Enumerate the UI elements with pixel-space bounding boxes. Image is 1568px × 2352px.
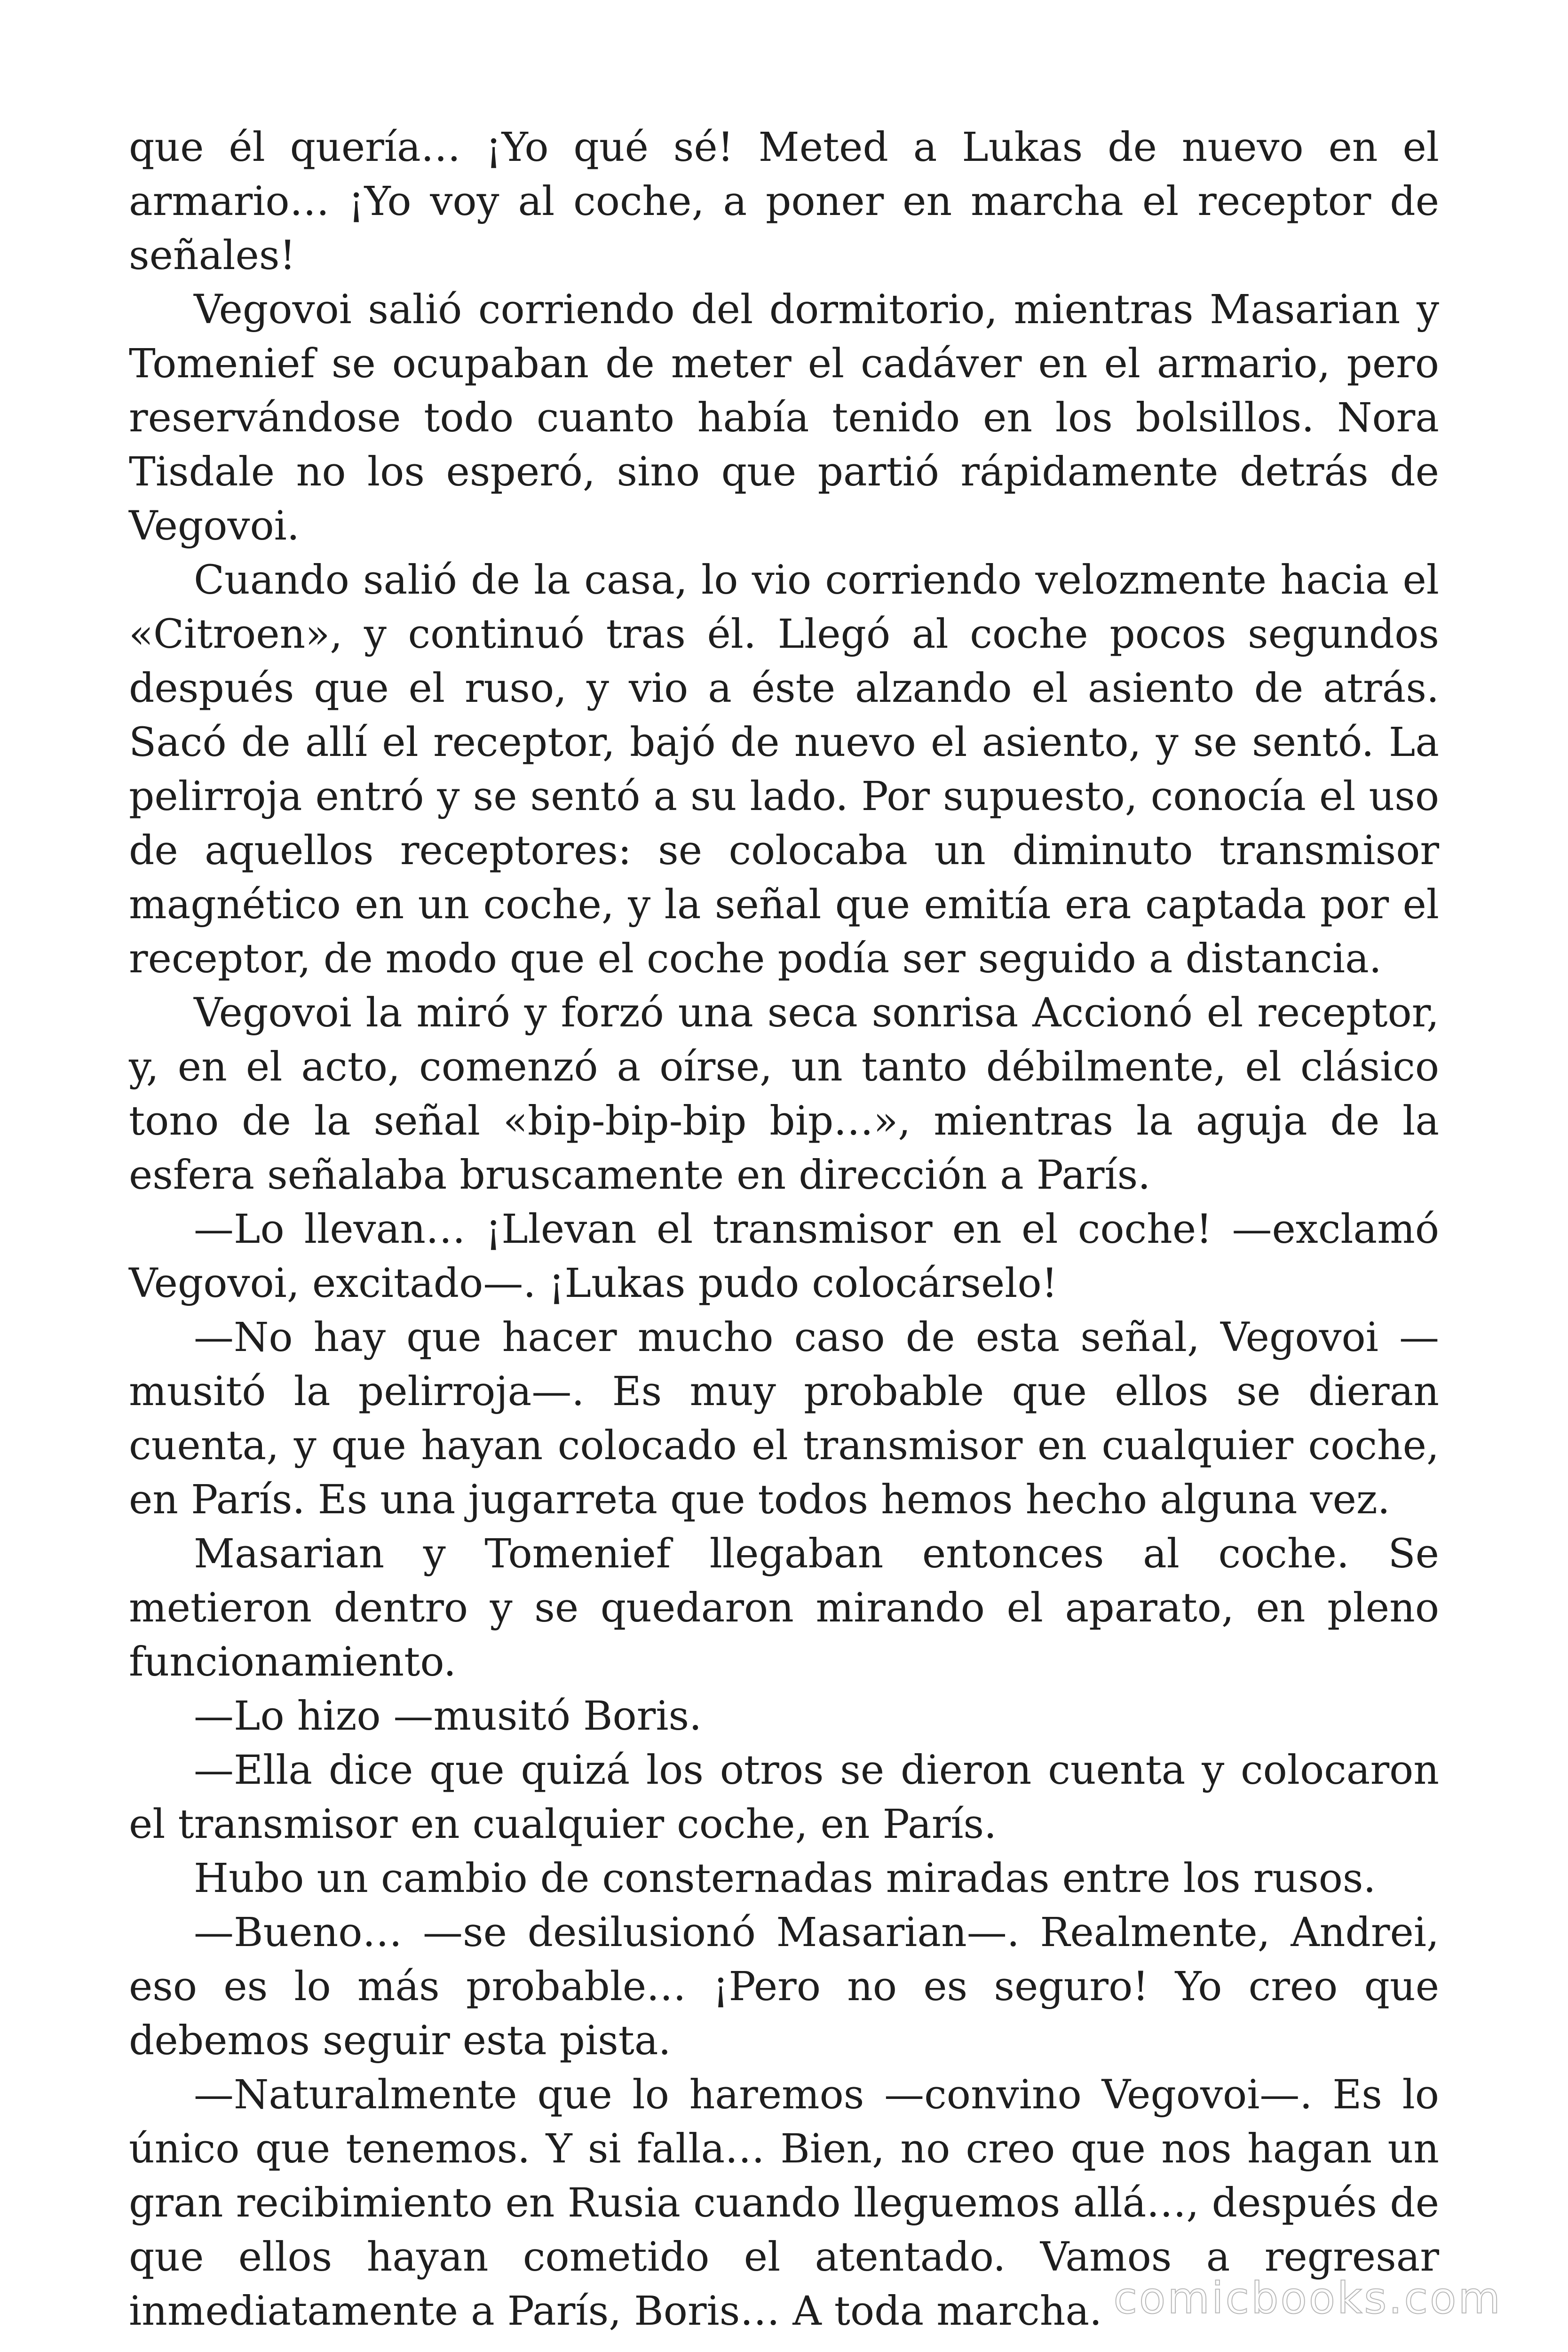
paragraph: Masarian y Tomenief llegaban entonces al coche. Se metieron dentro y se quedaron mirando el aparato, en pleno funcionamiento. [129, 1531, 1439, 1685]
paragraph: —Lo llevan… ¡Llevan el transmisor en el coche! —exclamó Vegovoi, excitado—. ¡Lukas pudo colocárselo! [129, 1206, 1439, 1307]
paragraph: Cuando salió de la casa, lo vio corriendo velozmente hacia el «Citroen», y continuó tras él. Llegó al coche pocos segundos después que el ruso, y vio a éste alzando el asiento de atrás. Sacó de allí el receptor, bajó de nuevo el asiento, y se sentó. La pelirroja entró y se sentó a su lado. Por supuesto, conocía el uso de aquellos receptores: se colocaba un diminuto transmisor magnético en un coche, y la señal que emitía era captada por el receptor, de modo que el coche podía ser seguido a distancia. [129, 557, 1439, 982]
paragraph: Hubo un cambio de consternadas miradas entre los rusos. [194, 1855, 1376, 1902]
book-page-text [129, 120, 1439, 2338]
paragraph: —Ella dice que quizá los otros se dieron cuenta y colocaron el transmisor en cualquier coche, en París. [129, 1747, 1439, 1848]
paragraph: —No hay que hacer mucho caso de esta señal, Vegovoi —musitó la pelirroja—. Es muy probable que ellos se dieran cuenta, y que hayan colocado el transmisor en cualquier coche, en París. Es una jugarreta que todos hemos hecho alguna vez. [129, 1314, 1439, 1523]
paragraph: —Lo hizo —musitó Boris. [194, 1693, 702, 1740]
watermark-logo: comicbooks.com [1113, 2273, 1502, 2323]
paragraph: —Bueno… —se desilusionó Masarian—. Realmente, Andrei, eso es lo más probable… ¡Pero no es seguro! Yo creo que debemos seguir esta pista. [129, 1909, 1439, 2064]
paragraph: Vegovoi la miró y forzó una seca sonrisa Accionó el receptor, y, en el acto, comenzó a oírse, un tanto débilmente, el clásico tono de la señal «bip-bip-bip bip…», mientras la aguja de la esfera señalaba bruscamente en dirección a París. [129, 990, 1439, 1199]
paragraph: Vegovoi salió corriendo del dormitorio, mientras Masarian y Tomenief se ocupaban de meter el cadáver en el armario, pero reservándose todo cuanto había tenido en los bolsillos. Nora Tisdale no los esperó, sino que partió rápidamente detrás de Vegovoi. [129, 286, 1439, 549]
paragraph: —Naturalmente que lo haremos —convino Vegovoi—. Es lo único que tenemos. Y si falla… Bien, no creo que nos hagan un gran recibimiento en Rusia cuando lleguemos allá…, después de que ellos hayan cometido el atentado. Vamos a regresar inmediatamente a París, Boris… A toda marcha. [129, 2072, 1439, 2335]
paragraph: que él quería… ¡Yo qué sé! Meted a Lukas de nuevo en el armario… ¡Yo voy al coche, a poner en marcha el receptor de señales! [129, 124, 1439, 279]
